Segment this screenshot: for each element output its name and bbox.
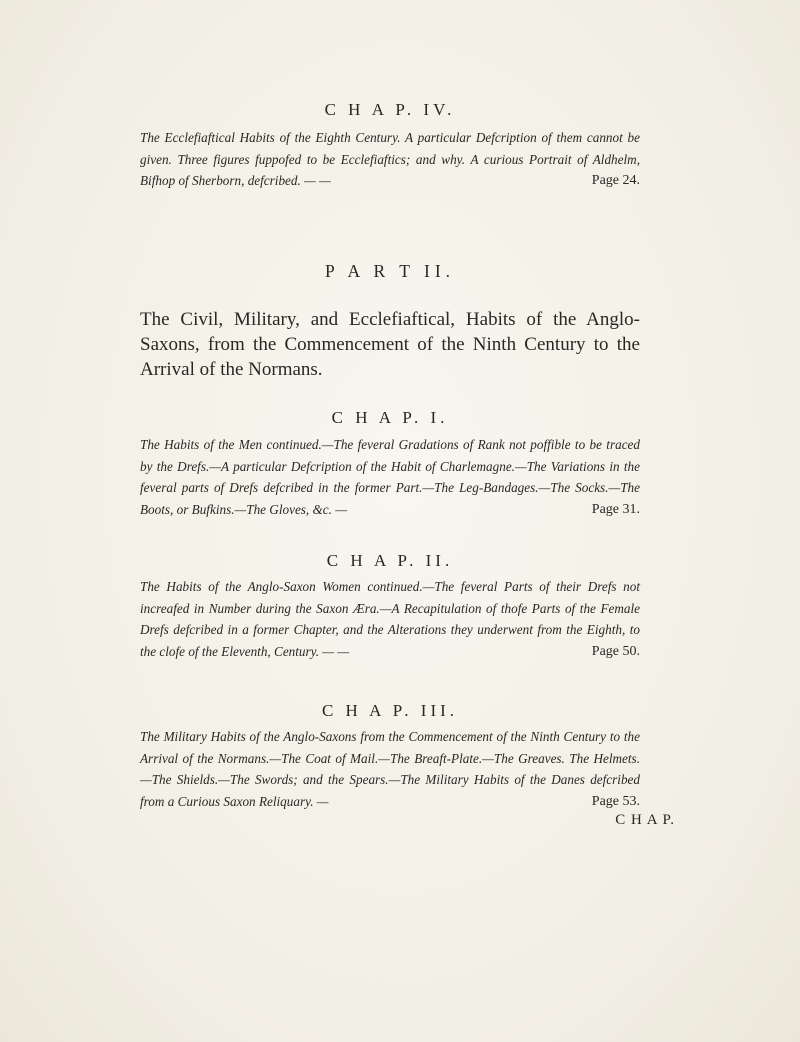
part-2-title: The Civil, Military, and Ecclefiaftical, Habits of the Anglo-Saxons, from the Commencement of the Ninth Century to the Arrival of the Normans. <box>140 309 640 380</box>
chapter-1-block <box>140 408 640 428</box>
chapter-1-summary <box>140 434 640 520</box>
chapter-2-summary-text: The Habits of the Anglo-Saxon Women continued.—The feveral Parts of their Drefs not increafed in Number during the Saxon Æra.—A Recapitulation of thofe Parts of the Female Drefs defcribed in a former Chapter, and the Alterations they underwent from the Eighth, to the clofe of the Eleventh, Century. — — <box>140 579 640 659</box>
chapter-4-page-ref: Page 24. <box>591 173 640 188</box>
chapter-2-block <box>140 551 640 571</box>
chapter-3-summary <box>140 726 640 812</box>
chapter-3-page-ref: Page 53. <box>591 793 640 809</box>
chapter-4-block <box>140 100 640 120</box>
chapter-1-heading: C H A P. I. <box>331 408 449 427</box>
chapter-1-summary-block <box>140 434 640 520</box>
chapter-2-summary-block <box>140 576 640 662</box>
chapter-2-heading: C H A P. II. <box>326 551 454 570</box>
chapter-3-heading: C H A P. III. <box>321 701 459 720</box>
part-2-block <box>140 261 640 282</box>
chapter-2-page-ref: Page 50. <box>591 643 640 659</box>
chapter-4-summary-block <box>140 127 640 192</box>
part-2-title-block <box>140 307 640 382</box>
chapter-2-summary <box>140 576 640 662</box>
chapter-3-block <box>140 701 640 721</box>
chapter-3-summary-block <box>140 726 640 812</box>
chapter-1-page-ref: Page 31. <box>591 501 640 517</box>
chapter-4-summary <box>140 127 640 192</box>
chapter-1-summary-text: The Habits of the Men continued.—The feveral Gradations of Rank not poffible to be traced by the Drefs.—A particular Defcription of the Habit of Charlemagne.—The Variations in the feveral parts of Drefs defcribed in the former Part.—The Leg-Bandages.—The Socks.—The Boots, or Bufkins.—The Gloves, &c. — <box>140 437 640 517</box>
chapter-4-heading: C H A P. IV. <box>324 100 456 119</box>
chapter-4-summary-text: The Ecclefiaftical Habits of the Eighth Century. A particular Defcription of them cannot be given. Three figures fuppofed to be Ecclefiaftics; and why. A curious Portrait of Aldhelm, Bifhop of Sherborn, defcribed. — — <box>140 130 640 188</box>
part-2-heading: P A R T II. <box>324 261 456 281</box>
chapter-3-summary-text: The Military Habits of the Anglo-Saxons from the Commencement of the Ninth Century to the Arrival of the Normans.—The Coat of Mail.—The Breaft-Plate.—The Greaves. The Helmets.—The Shields.—The Swords; and the Spears.—The Military Habits of the Danes defcribed from a Curious Saxon Reliquary. — <box>140 729 640 809</box>
catchword: C H A P. <box>615 812 675 828</box>
